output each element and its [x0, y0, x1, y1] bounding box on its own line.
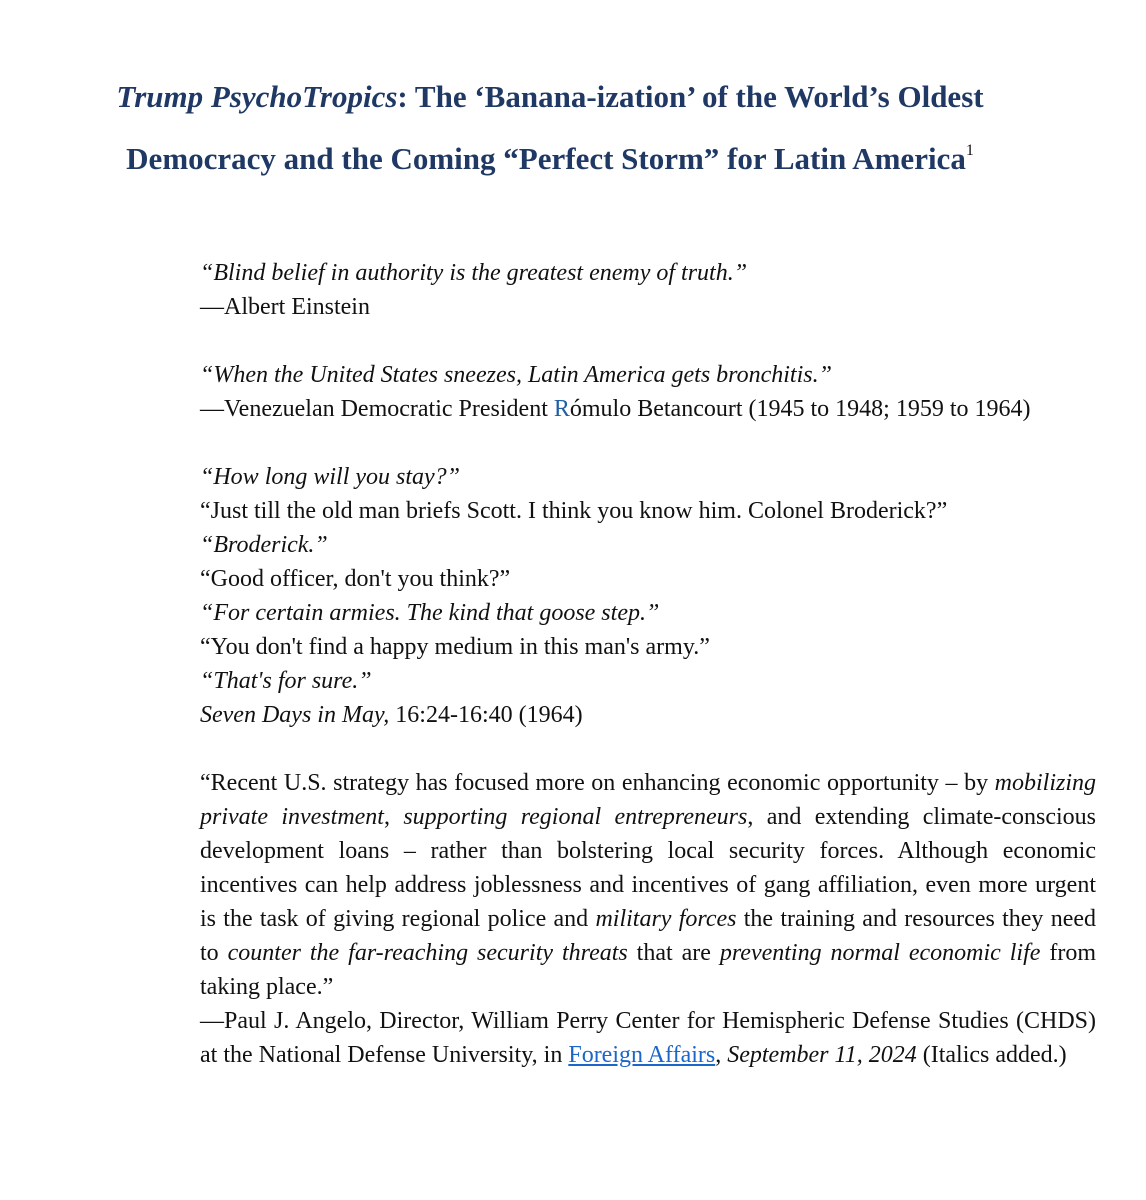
epigraph-dialogue — [200, 460, 1096, 732]
attribution-text: —Venezuelan Democratic President — [200, 396, 554, 422]
dialogue-line: “How long will you stay?” — [200, 464, 461, 490]
title-text-line-2: Democracy and the Coming “Perfect Storm” for Latin America — [126, 141, 966, 176]
quote-fragment: “Recent U.S. strategy has focused more on enhancing economic opportunity – by — [200, 770, 995, 796]
quote-fragment: from taking place.” — [200, 940, 1096, 1000]
quote-fragment: that are — [627, 940, 720, 966]
dialogue-line: “That's for sure.” — [200, 668, 372, 694]
quote-fragment: , — [383, 804, 404, 830]
attribution-text-rest: ómulo Betancourt (1945 to 1948; 1959 to 1964) — [569, 396, 1031, 422]
attribution-date: September 11, 2024 — [727, 1042, 917, 1068]
epigraphs — [200, 256, 1096, 1106]
quote-italic-fragment: supporting regional entrepreneurs — [403, 804, 748, 830]
quote-italic-fragment: military forces — [595, 906, 737, 932]
quote-italic-fragment: counter the far-reaching security threats — [227, 940, 628, 966]
epigraph-betancourt — [200, 358, 1096, 426]
dialogue-line: “Broderick.” — [200, 532, 328, 558]
document-title — [20, 66, 1080, 190]
quote-text: “Blind belief in authority is the greatest enemy of truth.” — [200, 260, 748, 286]
dialogue-line: “Good officer, don't you think?” — [200, 566, 511, 592]
title-line-2 — [20, 128, 1080, 190]
foreign-affairs-link[interactable]: Foreign Affairs — [568, 1042, 716, 1068]
dialogue-line: “You don't find a happy medium in this man's army.” — [200, 634, 710, 660]
quote-fragment: the training and resources they need to — [200, 906, 1096, 966]
quote-italic-fragment: mobilizing private investment — [200, 770, 1096, 830]
footnote-marker[interactable]: 1 — [965, 142, 974, 159]
quote-attribution — [200, 392, 1096, 426]
dialogue-line: “For certain armies. The kind that goose step.” — [200, 600, 660, 626]
quote-italic-fragment: preventing normal economic life — [719, 940, 1041, 966]
attribution-text: , — [715, 1042, 722, 1068]
quote-body — [200, 770, 1096, 1000]
quote-attribution — [200, 1008, 1096, 1068]
quote-attribution: —Albert Einstein — [200, 294, 370, 320]
attribution-note: (Italics added.) — [916, 1042, 1067, 1068]
title-italic-part: Trump PsychoTropics — [116, 79, 398, 114]
attribution-highlight: R — [553, 396, 570, 422]
epigraph-angelo — [200, 766, 1096, 1072]
attribution-text: —Paul J. Angelo, Director, William Perry Center for Hemispheric Defense Studies (CHDS) at the National Defense University, in — [200, 1008, 1096, 1068]
source-title: Seven Days in May, — [200, 702, 390, 728]
source-rest: 16:24-16:40 (1964) — [389, 702, 583, 728]
dialogue-source — [200, 698, 1096, 732]
dialogue-line: “Just till the old man briefs Scott. I think you know him. Colonel Broderick?” — [200, 498, 948, 524]
title-rest-line-1: : The ‘Banana-ization’ of the World’s Oldest — [397, 79, 984, 114]
quote-fragment: , and extending climate-conscious development loans – rather than bolstering local security forces. Although economic incentives can help address joblessness and incentives of gang affiliation, even more urgent is the task of giving regional police and — [200, 804, 1096, 932]
quote-text: “When the United States sneezes, Latin America gets bronchitis.” — [200, 362, 832, 388]
epigraph-einstein — [200, 256, 1096, 324]
title-line-1 — [20, 66, 1080, 128]
